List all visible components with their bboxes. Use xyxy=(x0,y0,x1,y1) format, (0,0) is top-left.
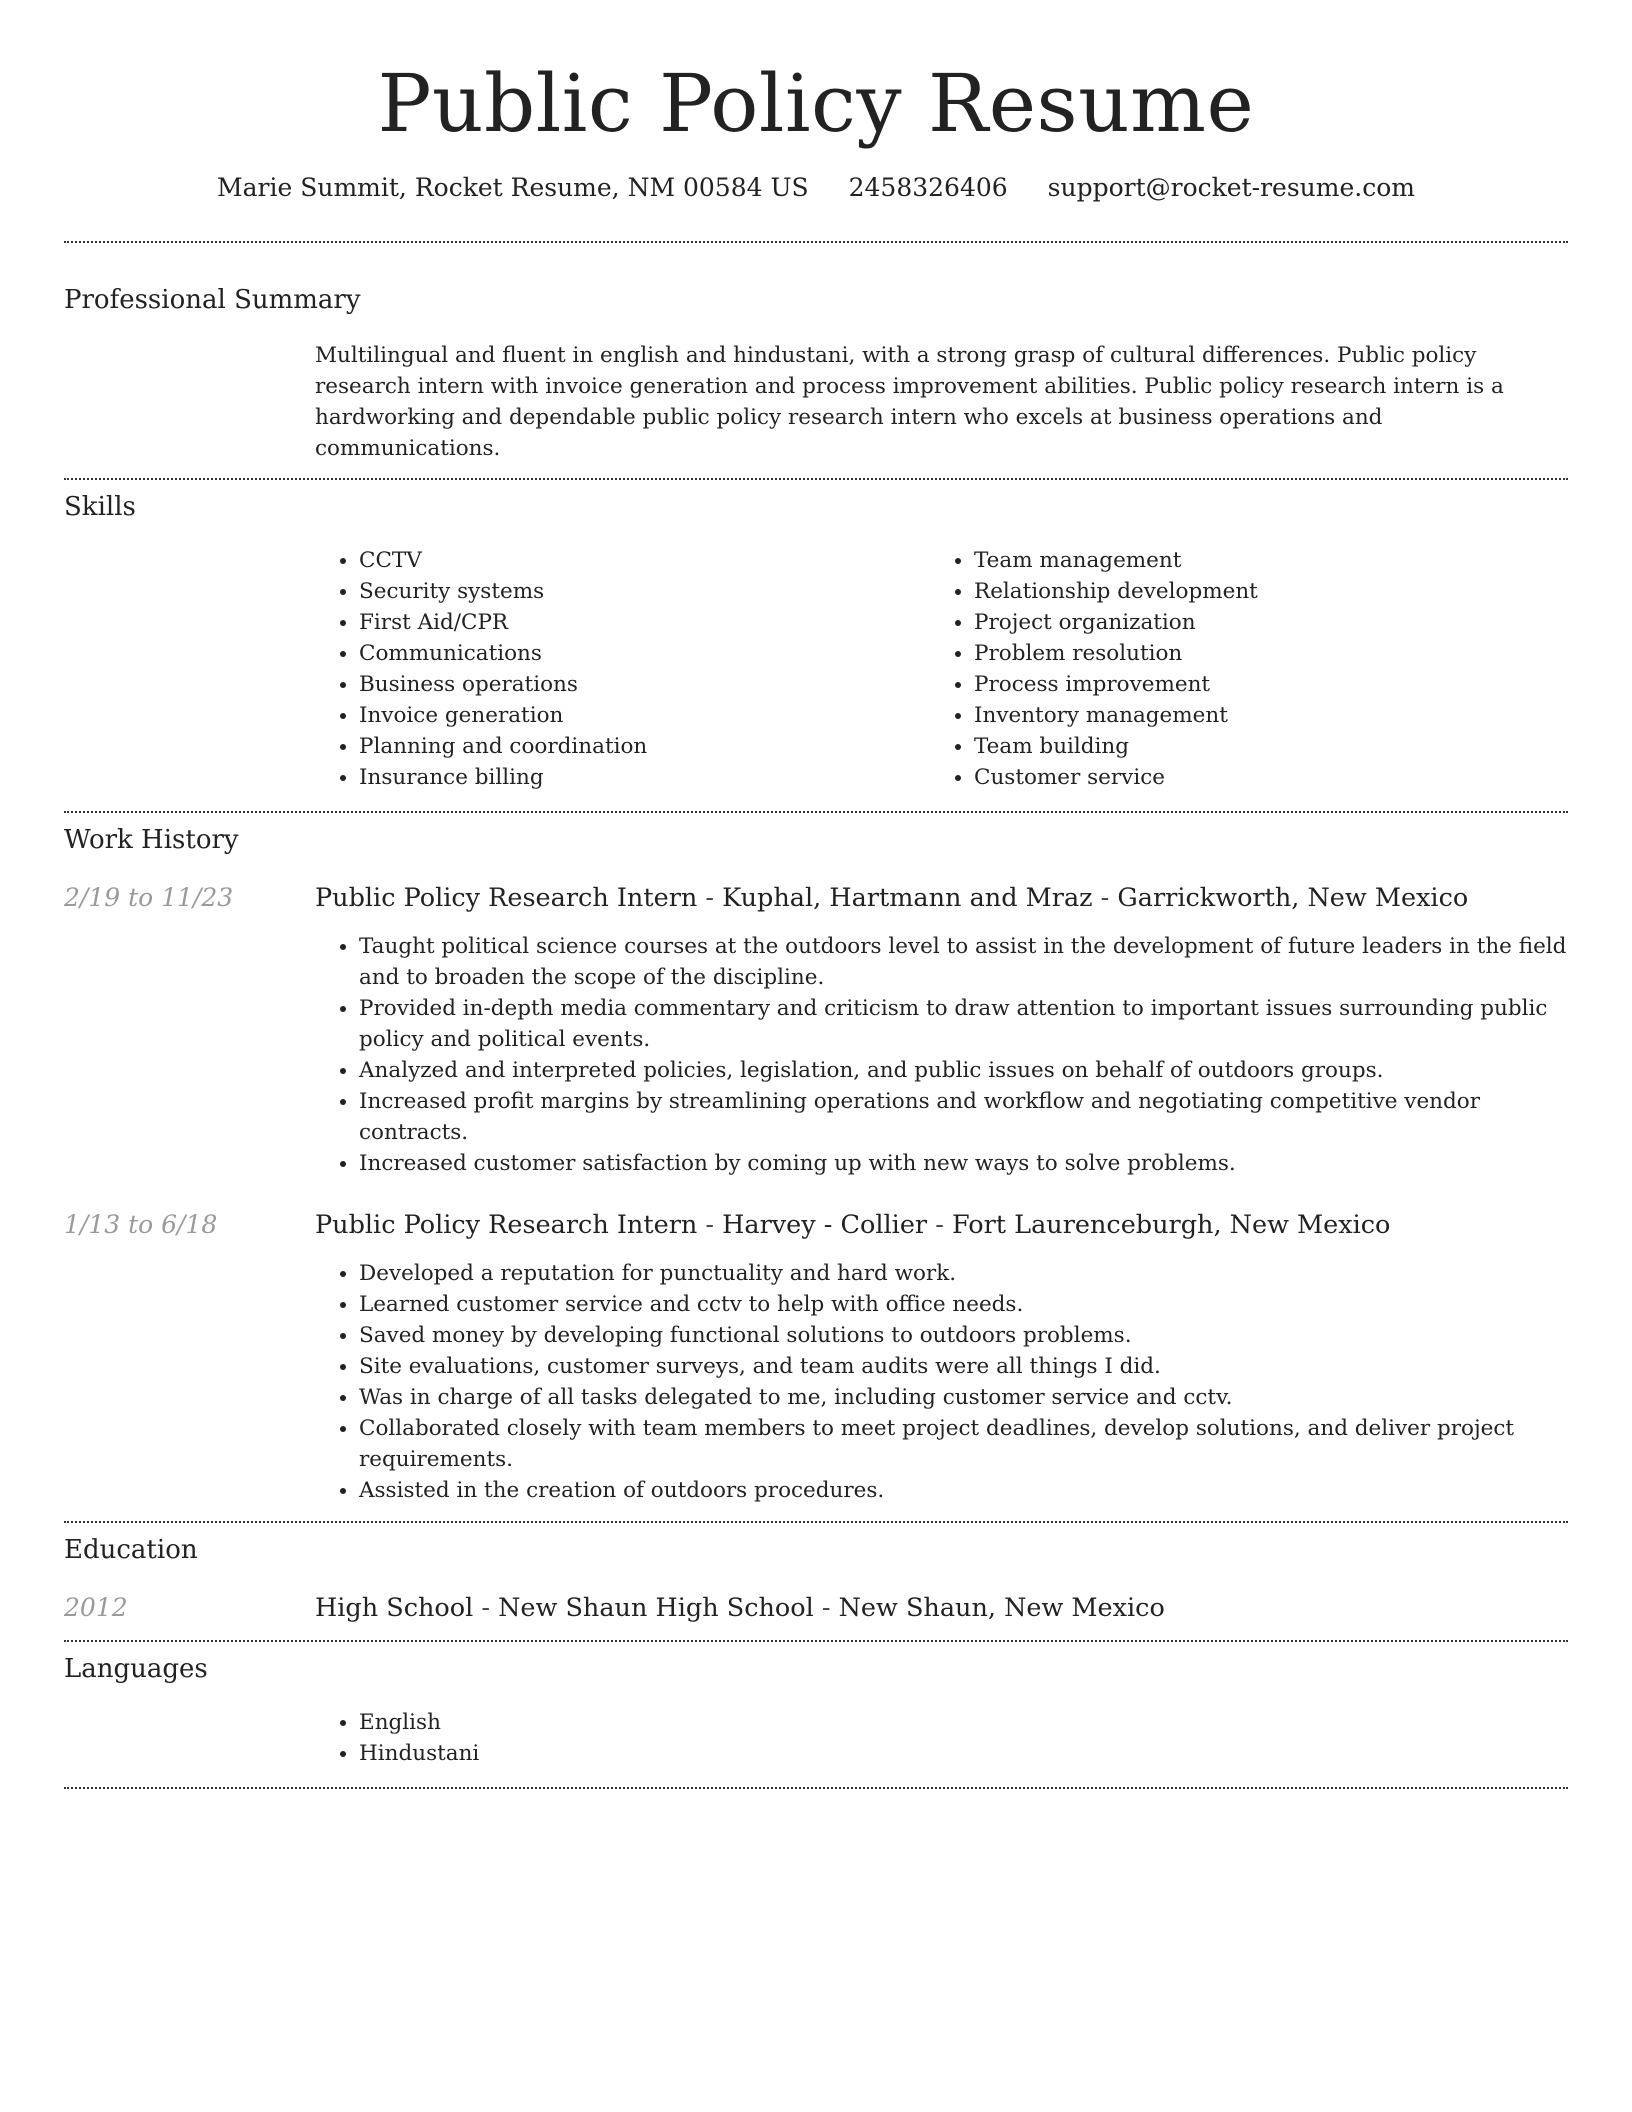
skill-item: • Process improvement xyxy=(974,669,1545,700)
skill-item: • CCTV xyxy=(359,545,930,576)
job-bullets xyxy=(315,1258,1568,1506)
education-year: 2012 xyxy=(64,1593,128,1622)
contact-email[interactable]: support@rocket-resume.com xyxy=(1047,173,1415,202)
skill-item: • Insurance billing xyxy=(359,762,930,793)
job-bullet: • Increased customer satisfaction by coming up with new ways to solve problems. xyxy=(359,1148,1568,1179)
job-bullet: • Assisted in the creation of outdoors procedures. xyxy=(359,1475,1568,1506)
skill-item: • Team building xyxy=(974,731,1545,762)
skill-item: • Customer service xyxy=(974,762,1545,793)
skills-list xyxy=(315,545,1568,793)
job-employer: Harvey - Collier xyxy=(722,1210,928,1240)
skill-item: • Security systems xyxy=(359,576,930,607)
education-school: New Shaun High School xyxy=(498,1593,814,1623)
contact-phone: 2458326406 xyxy=(848,173,1008,202)
skills-right-list xyxy=(930,545,1545,793)
skills-section xyxy=(64,480,1568,793)
job-location: Fort Laurenceburgh, New Mexico xyxy=(951,1210,1391,1240)
job-bullet: • Collaborated closely with team members to meet project deadlines, develop solutions, and deliver project requirements. xyxy=(359,1413,1568,1475)
education-location: New Shaun, New Mexico xyxy=(838,1593,1165,1623)
skill-item: • First Aid/CPR xyxy=(359,607,930,638)
summary-heading: Professional Summary xyxy=(64,285,361,315)
language-item: • English xyxy=(359,1707,1568,1738)
job-bullet: • Increased profit margins by streamlining operations and workflow and negotiating competitive vendor contracts. xyxy=(359,1086,1568,1148)
job-bullet: • Saved money by developing functional solutions to outdoors problems. xyxy=(359,1320,1568,1351)
education-degree: High School xyxy=(315,1593,474,1623)
job-bullet: • Developed a reputation for punctuality and hard work. xyxy=(359,1258,1568,1289)
job-employer: Kuphal, Hartmann and Mraz xyxy=(722,883,1093,913)
job-bullets xyxy=(315,931,1568,1179)
job-bullet: • Provided in-depth media commentary and criticism to draw attention to important issues surrounding public policy and political events. xyxy=(359,993,1568,1055)
summary-section xyxy=(64,243,1568,464)
job-title-line: Public Policy Research Intern - Harvey - Collier - Fort Laurenceburgh, New Mexico xyxy=(315,1210,1391,1240)
job-role: Public Policy Research Intern xyxy=(315,883,698,913)
job-role: Public Policy Research Intern xyxy=(315,1210,698,1240)
resume-page xyxy=(64,0,1568,1789)
job-bullet: • Analyzed and interpreted policies, legislation, and public issues on behalf of outdoors groups. xyxy=(359,1055,1568,1086)
section-divider xyxy=(64,1787,1568,1789)
languages-heading: Languages xyxy=(64,1654,208,1684)
education-section xyxy=(64,1523,1568,1624)
summary-text: Multilingual and fluent in english and hindustani, with a strong grasp of cultural differences. Public policy research intern with invoice generation and process improvement abilities. Public policy research intern is a hardworking and dependable public policy research intern who excels at business operations and communications. xyxy=(315,343,1504,461)
job-bullet: • Learned customer service and cctv to help with office needs. xyxy=(359,1289,1568,1320)
skill-item: • Business operations xyxy=(359,669,930,700)
skill-item: • Invoice generation xyxy=(359,700,930,731)
work-heading: Work History xyxy=(64,825,239,855)
skill-item: • Communications xyxy=(359,638,930,669)
skill-item: • Relationship development xyxy=(974,576,1545,607)
skill-item: • Planning and coordination xyxy=(359,731,930,762)
skills-heading: Skills xyxy=(64,492,136,522)
skill-item: • Project organization xyxy=(974,607,1545,638)
languages-section xyxy=(64,1642,1568,1769)
contact-address: Marie Summit, Rocket Resume, NM 00584 US xyxy=(217,173,809,202)
contact-line xyxy=(64,172,1568,204)
job-dates: 1/13 to 6/18 xyxy=(64,1210,218,1239)
languages-list xyxy=(315,1707,1568,1769)
job-entry xyxy=(64,1209,1568,1506)
education-line: High School - New Shaun High School - New Shaun, New Mexico xyxy=(315,1593,1165,1623)
work-section xyxy=(64,813,1568,1506)
job-bullet: • Site evaluations, customer surveys, and team audits were all things I did. xyxy=(359,1351,1568,1382)
skill-item: • Team management xyxy=(974,545,1545,576)
job-dates: 2/19 to 11/23 xyxy=(64,883,234,912)
education-heading: Education xyxy=(64,1535,198,1565)
education-entry xyxy=(64,1592,1568,1624)
language-item: • Hindustani xyxy=(359,1738,1568,1769)
job-bullet: • Was in charge of all tasks delegated to me, including customer service and cctv. xyxy=(359,1382,1568,1413)
skill-item: • Inventory management xyxy=(974,700,1545,731)
job-title-line: Public Policy Research Intern - Kuphal, Hartmann and Mraz - Garrickworth, New Mexico xyxy=(315,883,1469,913)
job-bullet: • Taught political science courses at the outdoors level to assist in the development of future leaders in the field and to broaden the scope of the discipline. xyxy=(359,931,1568,993)
job-entry xyxy=(64,882,1568,1179)
resume-title: Public Policy Resume xyxy=(377,57,1255,150)
skills-left-list xyxy=(315,545,930,793)
skill-item: • Problem resolution xyxy=(974,638,1545,669)
job-location: Garrickworth, New Mexico xyxy=(1117,883,1469,913)
